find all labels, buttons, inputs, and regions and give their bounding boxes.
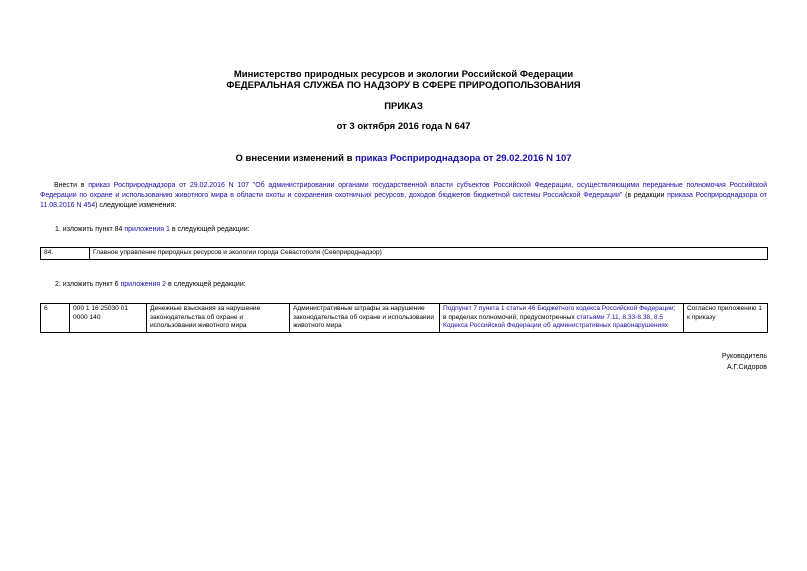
cell-number: 6 [41, 304, 70, 333]
signature-name: А.Г.Сидоров [727, 364, 767, 371]
cell-bcc-code: 000 1 16 25030 01 0000 140 [70, 304, 147, 333]
basis-link-budget-code[interactable]: Подпункт 7 пункта 1 статьи 46 Бюджетного кодекса Российской Федерации [443, 305, 674, 312]
intro-text-2: (в редакции [622, 192, 668, 199]
cell-admin-fines: Административные штрафы за нарушение законодательства об охране и использовании животного мира [290, 304, 440, 333]
basis-link-articles[interactable]: статьями 7.11, 8.33-8.38, 8.5 [576, 313, 664, 321]
table-row [41, 304, 768, 333]
signature-title: Руководитель [721, 353, 767, 360]
cell-legal-basis [440, 304, 684, 333]
doc-type: ПРИКАЗ [384, 101, 423, 112]
table-appendix-2 [40, 303, 768, 333]
doc-date: от 3 октября 2016 года N 647 [336, 121, 471, 132]
subject-prefix: О внесении изменений в [235, 153, 356, 164]
doc-subject [0, 153, 807, 164]
item2-link[interactable]: приложения 2 [120, 281, 167, 288]
intro-link-order-107[interactable]: приказ Росприроднадзора от 29.02.2016 N 107 "Об администрировании органами государственной власти субъектов Российской Федерации, осуществляющими переданные полномочия Российской Федерации по охране и использованию животного мира в области охоты и сохранения охотничьих ресурсов, доходов бюджетов бюджетной системы Российской Федерации" [40, 182, 767, 199]
item1-text-1: 1. изложить пункт 84 [55, 226, 125, 233]
ministry-title: Министерство природных ресурсов и экологии Российской Федерации [233, 69, 574, 80]
item1-text-2: в следующей редакции: [169, 226, 250, 233]
intro-link-order-454[interactable]: приказа Росприроднадзора от 11.08.2016 N 454 [40, 192, 768, 209]
basis-link-koap[interactable]: Кодекса Российской Федерации об административных правонарушениях [443, 322, 669, 329]
item1-link[interactable]: приложения 1 [124, 226, 170, 233]
item-1 [55, 225, 250, 235]
item-2 [55, 280, 246, 290]
intro-text-1: Внести в [54, 182, 89, 189]
item2-text-1: 2. изложить пункт 6 [55, 281, 121, 288]
cell-income-type: Денежные взыскания за нарушение законодательства об охране и использовании животного мира [147, 304, 290, 333]
cell-number: 84. [41, 248, 90, 260]
basis-text-1: ; в пределах полномочий, предусмотренных [443, 305, 676, 321]
intro-paragraph [40, 181, 767, 211]
table-row [41, 248, 768, 260]
cell-note: Согласно приложению 1 к приказу [684, 304, 768, 333]
intro-text-3: ) следующие изменения: [95, 202, 177, 209]
subject-link[interactable]: приказ Росприроднадзора от 29.02.2016 N 107 [355, 153, 572, 164]
item2-text-2: в следующей редакции: [166, 281, 246, 288]
service-title: ФЕДЕРАЛЬНАЯ СЛУЖБА ПО НАДЗОРУ В СФЕРЕ ПРИРОДОПОЛЬЗОВАНИЯ [226, 80, 581, 91]
cell-agency: Главное управление природных ресурсов и экологии города Севастополя (Севприроднадзор) [90, 248, 768, 260]
table-appendix-1 [40, 247, 768, 260]
